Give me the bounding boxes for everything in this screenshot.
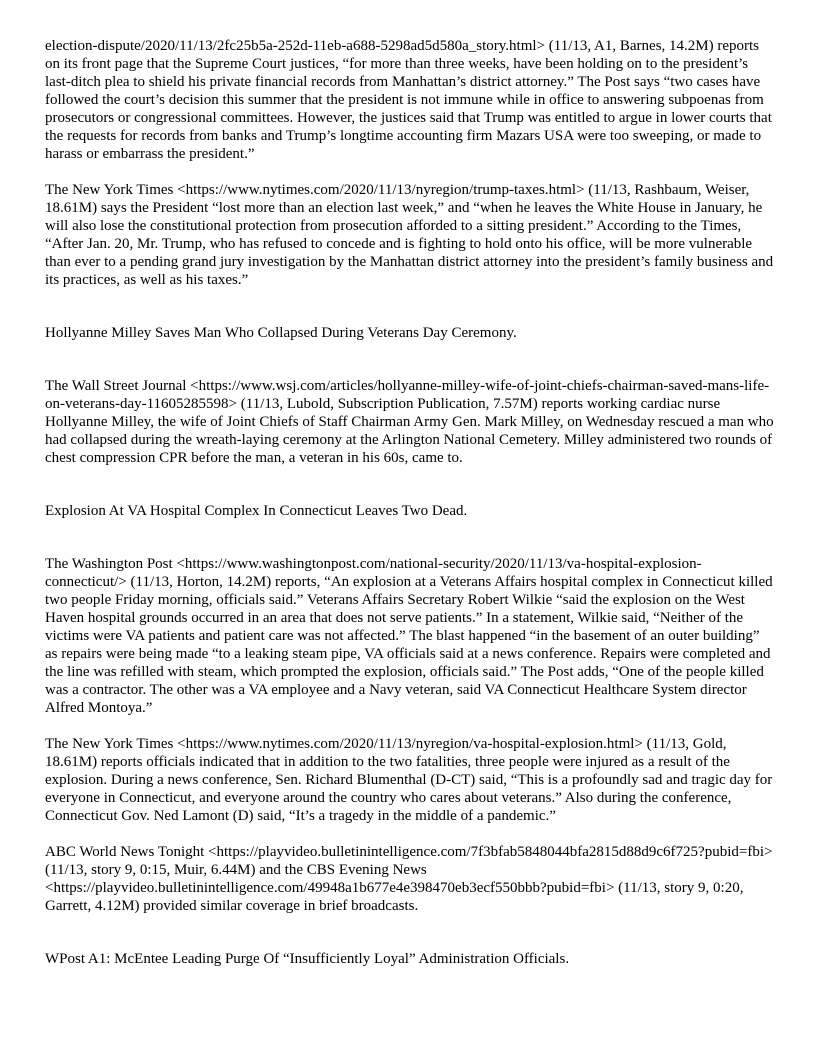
body-paragraph-2: The New York Times <https://www.nytimes.com/2020/11/13/nyregion/trump-taxes.html> (11/13, Rashbaum, Weiser, 18.61M) says the President “lost more than an election last week,” and “when he leaves the White House in January, he will also lose the constitutional protection from prosecution afforded to a sitting president.” According to the Times, “After Jan. 20, Mr. Trump, who has refused to concede and is fighting to hold onto his office, will be more vulnerable than ever to a pending grand jury investigation by the Manhattan district attorney into the president’s family business and its practices, as well as his taxes.”: [45, 182, 774, 288]
body-paragraph-5: The New York Times <https://www.nytimes.com/2020/11/13/nyregion/va-hospital-explosion.html> (11/13, Gold, 18.61M) reports officials indicated that in addition to the two fatalities, three people were injured as a result of the explosion. During a news conference, Sen. Richard Blumenthal (D-CT) said, “This is a profoundly sad and tragic day for everyone in Connecticut, and everyone around the country who cares about veterans.” Also during the conference, Connecticut Gov. Ned Lamont (D) said, “It’s a tragedy in the middle of a pandemic.”: [45, 736, 773, 824]
document-page: [45, 37, 775, 968]
body-paragraph-4: The Washington Post <https://www.washingtonpost.com/national-security/2020/11/13/va-hospital-explosion-connecticut/> (11/13, Horton, 14.2M) reports, “An explosion at a Veterans Affairs hospital complex in Connecticut killed two people Friday morning, officials said.” Veterans Affairs Secretary Robert Wilkie “said the explosion on the West Haven hospital grounds occurred in an area that does not serve patients.” In a statement, Wilkie said, “Neither of the victims were VA patients and patient care was not affected.” The blast happened “in the basement of an outer building” as repairs were being made “to a leaking steam pipe, VA officials said at a news conference. Repairs were completed and the line was refilled with steam, which prompted the explosion, officials said.” The Post adds, “One of the people killed was a contractor. The other was a VA employee and a Navy veteran, said VA Connecticut Healthcare System director Alfred Montoya.”: [45, 556, 773, 716]
body-paragraph-3: The Wall Street Journal <https://www.wsj.com/articles/hollyanne-milley-wife-of-joint-chiefs-chairman-saved-mans-life-on-veterans-day-11605285598> (11/13, Lubold, Subscription Publication, 7.57M) reports working cardiac nurse Hollyanne Milley, the wife of Joint Chiefs of Staff Chairman Army Gen. Mark Milley, on Wednesday rescued a man who had collapsed during the wreath-laying ceremony at the Arlington National Cemetery. Milley administered two rounds of chest compression CPR before the man, a veteran in his 60s, came to.: [45, 378, 774, 466]
body-paragraph-6: ABC World News Tonight <https://playvideo.bulletinintelligence.com/7f3bfab5848044bfa2815d88d9c6f725?pubid=fbi> (11/13, story 9, 0:15, Muir, 6.44M) and the CBS Evening News <https://playvideo.bulletinintelligence.com/49948a1b677e4e398470eb3ecf550bbb?pubid=fbi> (11/13, story 9, 0:20, Garrett, 4.12M) provided similar coverage in brief broadcasts.: [45, 844, 773, 914]
section-headline-milley: Hollyanne Milley Saves Man Who Collapsed During Veterans Day Ceremony.: [45, 325, 517, 341]
body-paragraph-1: election-dispute/2020/11/13/2fc25b5a-252d-11eb-a688-5298ad5d580a_story.html> (11/13, A1, Barnes, 14.2M) reports on its front page that the Supreme Court justices, “for more than three weeks, have been holding on to the president’s last-ditch plea to shield his private financial records from Manhattan’s district attorney.” The Post says “two cases have followed the court’s decision this summer that the president is not immune while in office to answering subpoenas from prosecutors or congressional committees. However, the justices said that Trump was entitled to argue in lower courts that the requests for records from banks and Trump’s longtime accounting firm Mazars USA were too sweeping, or made to harass or embarrass the president.”: [45, 38, 772, 162]
section-headline-mcentee: WPost A1: McEntee Leading Purge Of “Insufficiently Loyal” Administration Officials.: [45, 951, 570, 967]
section-headline-va-explosion: Explosion At VA Hospital Complex In Connecticut Leaves Two Dead.: [45, 503, 468, 519]
